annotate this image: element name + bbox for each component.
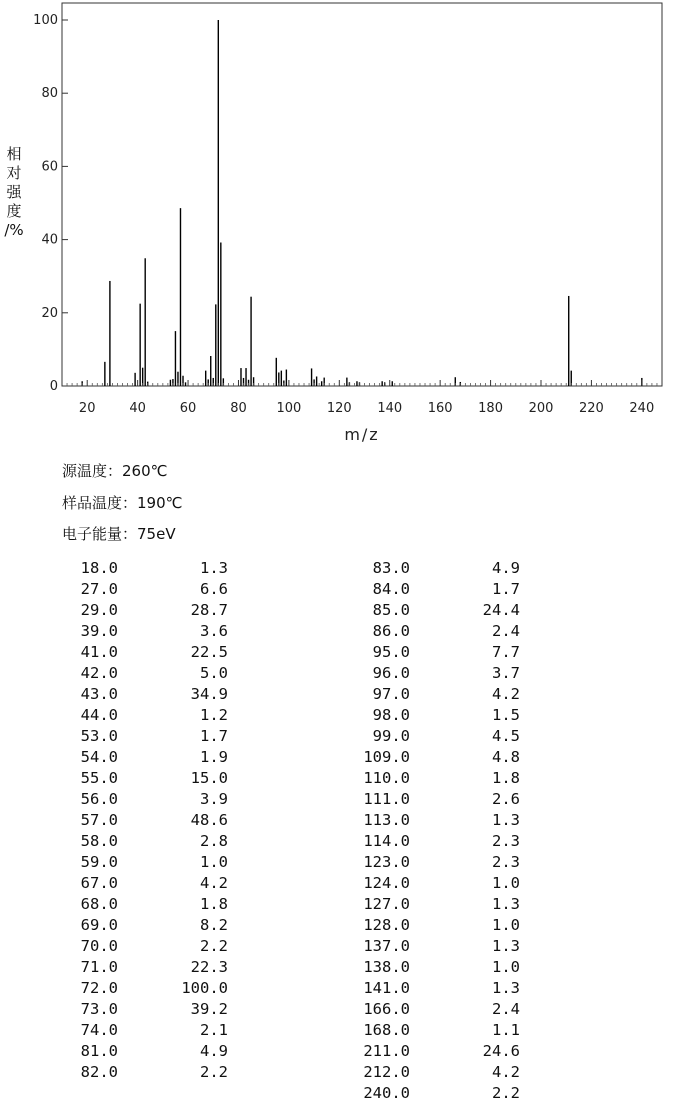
relative-abundance: 4.2 bbox=[492, 685, 520, 703]
mz-value: 127.0 bbox=[363, 895, 410, 913]
mz-value: 124.0 bbox=[363, 874, 410, 892]
mz-value: 95.0 bbox=[372, 643, 410, 661]
mz-value: 43.0 bbox=[80, 685, 118, 703]
y-tick-label: 0 bbox=[49, 379, 58, 394]
mz-value: 59.0 bbox=[80, 853, 118, 871]
mz-value: 39.0 bbox=[80, 622, 118, 640]
relative-abundance: 1.1 bbox=[492, 1021, 520, 1039]
relative-abundance: 2.4 bbox=[492, 622, 520, 640]
relative-abundance: 2.2 bbox=[200, 1063, 228, 1081]
x-tick-label: 100 bbox=[276, 401, 302, 416]
mz-value: 114.0 bbox=[363, 832, 410, 850]
mz-value: 42.0 bbox=[80, 664, 118, 682]
mz-value: 56.0 bbox=[80, 790, 118, 808]
mz-value: 67.0 bbox=[80, 874, 118, 892]
mz-value: 82.0 bbox=[80, 1063, 118, 1081]
y-tick-label: 20 bbox=[41, 305, 58, 321]
relative-abundance: 3.9 bbox=[200, 790, 228, 808]
x-axis-label: m/z bbox=[344, 425, 380, 444]
relative-abundance: 2.3 bbox=[492, 853, 520, 871]
mz-value: 84.0 bbox=[372, 580, 410, 598]
x-tick-label: 120 bbox=[326, 401, 352, 416]
relative-abundance: 22.3 bbox=[190, 958, 228, 976]
mz-value: 211.0 bbox=[363, 1042, 410, 1060]
electron-energy: 电子能量：75eV bbox=[62, 525, 176, 543]
relative-abundance: 24.6 bbox=[482, 1042, 520, 1060]
relative-abundance: 1.0 bbox=[492, 958, 520, 976]
x-tick-label: 80 bbox=[230, 401, 247, 416]
relative-abundance: 1.3 bbox=[492, 979, 520, 997]
mass-spectrum-chart bbox=[0, 0, 680, 450]
mz-value: 74.0 bbox=[80, 1021, 118, 1039]
relative-abundance: 2.2 bbox=[492, 1084, 520, 1102]
mz-value: 240.0 bbox=[363, 1084, 410, 1102]
mz-value: 97.0 bbox=[372, 685, 410, 703]
mz-value: 168.0 bbox=[363, 1021, 410, 1039]
relative-abundance: 6.6 bbox=[200, 580, 228, 598]
y-axis-label-char: 对 bbox=[6, 164, 22, 182]
mz-value: 83.0 bbox=[372, 559, 410, 577]
x-tick-label: 160 bbox=[427, 401, 453, 416]
mz-value: 55.0 bbox=[80, 769, 118, 787]
x-tick-label: 180 bbox=[478, 401, 503, 416]
y-axis-label-char: 相 bbox=[6, 145, 22, 163]
relative-abundance: 7.7 bbox=[492, 643, 520, 661]
relative-abundance: 1.0 bbox=[492, 874, 520, 892]
relative-abundance: 1.3 bbox=[492, 937, 520, 955]
relative-abundance: 8.2 bbox=[200, 916, 228, 934]
relative-abundance: 1.0 bbox=[492, 916, 520, 934]
mz-value: 96.0 bbox=[372, 664, 410, 682]
y-tick-label: 100 bbox=[33, 13, 58, 28]
mz-value: 128.0 bbox=[363, 916, 410, 934]
mz-value: 138.0 bbox=[363, 958, 410, 976]
y-axis-label bbox=[3, 145, 25, 240]
mz-value: 137.0 bbox=[363, 937, 410, 955]
mz-value: 44.0 bbox=[80, 706, 118, 724]
x-tick-label: 40 bbox=[129, 401, 146, 416]
mz-value: 81.0 bbox=[80, 1042, 118, 1060]
mz-value: 54.0 bbox=[80, 748, 118, 766]
mz-value: 58.0 bbox=[80, 832, 118, 850]
y-axis-label-char: 强 bbox=[6, 183, 22, 201]
relative-abundance: 28.7 bbox=[190, 601, 228, 619]
chart-axes bbox=[33, 13, 657, 416]
relative-abundance: 4.8 bbox=[492, 748, 520, 766]
relative-abundance: 1.5 bbox=[492, 706, 520, 724]
mz-value: 27.0 bbox=[80, 580, 118, 598]
y-tick-label: 80 bbox=[41, 86, 58, 102]
relative-abundance: 2.3 bbox=[492, 832, 520, 850]
x-tick-label: 240 bbox=[629, 401, 655, 416]
relative-abundance: 22.5 bbox=[190, 643, 228, 661]
mz-value: 71.0 bbox=[80, 958, 118, 976]
mz-value: 123.0 bbox=[363, 853, 410, 871]
mz-value: 141.0 bbox=[363, 979, 410, 997]
mz-value: 70.0 bbox=[80, 937, 118, 955]
relative-abundance: 24.4 bbox=[482, 601, 520, 619]
relative-abundance: 5.0 bbox=[200, 664, 228, 682]
y-tick-label: 60 bbox=[41, 159, 58, 175]
relative-abundance: 1.9 bbox=[200, 748, 228, 766]
relative-abundance: 15.0 bbox=[190, 769, 228, 787]
mz-value: 212.0 bbox=[363, 1063, 410, 1081]
relative-abundance: 1.7 bbox=[492, 580, 520, 598]
mz-value: 57.0 bbox=[80, 811, 118, 829]
relative-abundance: 1.3 bbox=[492, 895, 520, 913]
relative-abundance: 4.9 bbox=[200, 1042, 228, 1060]
relative-abundance: 2.6 bbox=[492, 790, 520, 808]
relative-abundance: 2.1 bbox=[200, 1021, 228, 1039]
mz-value: 73.0 bbox=[80, 1000, 118, 1018]
spectrum-peaks bbox=[82, 20, 642, 386]
sample-temperature: 样品温度：190℃ bbox=[62, 494, 183, 512]
mz-value: 69.0 bbox=[80, 916, 118, 934]
relative-abundance: 4.2 bbox=[492, 1063, 520, 1081]
relative-abundance: 1.2 bbox=[200, 706, 228, 724]
x-tick-label: 140 bbox=[377, 401, 403, 416]
relative-abundance: 1.0 bbox=[200, 853, 228, 871]
x-tick-label: 200 bbox=[528, 401, 554, 416]
mz-value: 113.0 bbox=[363, 811, 410, 829]
y-axis-label-char: /% bbox=[4, 221, 24, 239]
relative-abundance: 4.9 bbox=[492, 559, 520, 577]
relative-abundance: 48.6 bbox=[190, 811, 228, 829]
x-tick-label: 60 bbox=[179, 401, 197, 416]
relative-abundance: 39.2 bbox=[190, 1000, 228, 1018]
mz-value: 41.0 bbox=[80, 643, 118, 661]
mz-value: 29.0 bbox=[80, 601, 118, 619]
relative-abundance: 3.7 bbox=[492, 664, 520, 682]
relative-abundance: 2.2 bbox=[200, 937, 228, 955]
relative-abundance: 1.8 bbox=[492, 769, 520, 787]
relative-abundance: 1.7 bbox=[200, 727, 228, 745]
mz-value: 98.0 bbox=[372, 706, 410, 724]
y-axis-label-char: 度 bbox=[6, 202, 22, 220]
mz-value: 85.0 bbox=[372, 601, 410, 619]
relative-abundance: 3.6 bbox=[200, 622, 228, 640]
relative-abundance: 100.0 bbox=[181, 979, 228, 997]
mz-value: 72.0 bbox=[80, 979, 118, 997]
mz-value: 109.0 bbox=[363, 748, 410, 766]
mz-value: 86.0 bbox=[372, 622, 410, 640]
mz-value: 68.0 bbox=[80, 895, 118, 913]
relative-abundance: 4.5 bbox=[492, 727, 520, 745]
relative-abundance: 4.2 bbox=[200, 874, 228, 892]
mz-value: 18.0 bbox=[80, 559, 118, 577]
plot-frame bbox=[62, 3, 662, 386]
relative-abundance: 1.3 bbox=[200, 559, 228, 577]
mz-value: 166.0 bbox=[363, 1000, 410, 1018]
x-tick-label: 20 bbox=[78, 401, 96, 416]
relative-abundance: 2.8 bbox=[200, 832, 228, 850]
relative-abundance: 2.4 bbox=[492, 1000, 520, 1018]
mz-value: 110.0 bbox=[363, 769, 410, 787]
mz-value: 99.0 bbox=[372, 727, 410, 745]
x-tick-label: 220 bbox=[578, 401, 604, 416]
y-tick-label: 40 bbox=[41, 232, 58, 248]
source-temperature: 源温度：260℃ bbox=[62, 462, 168, 480]
mz-value: 53.0 bbox=[80, 727, 118, 745]
relative-abundance: 1.8 bbox=[200, 895, 228, 913]
mz-value: 111.0 bbox=[363, 790, 410, 808]
relative-abundance: 1.3 bbox=[492, 811, 520, 829]
relative-abundance: 34.9 bbox=[190, 685, 228, 703]
